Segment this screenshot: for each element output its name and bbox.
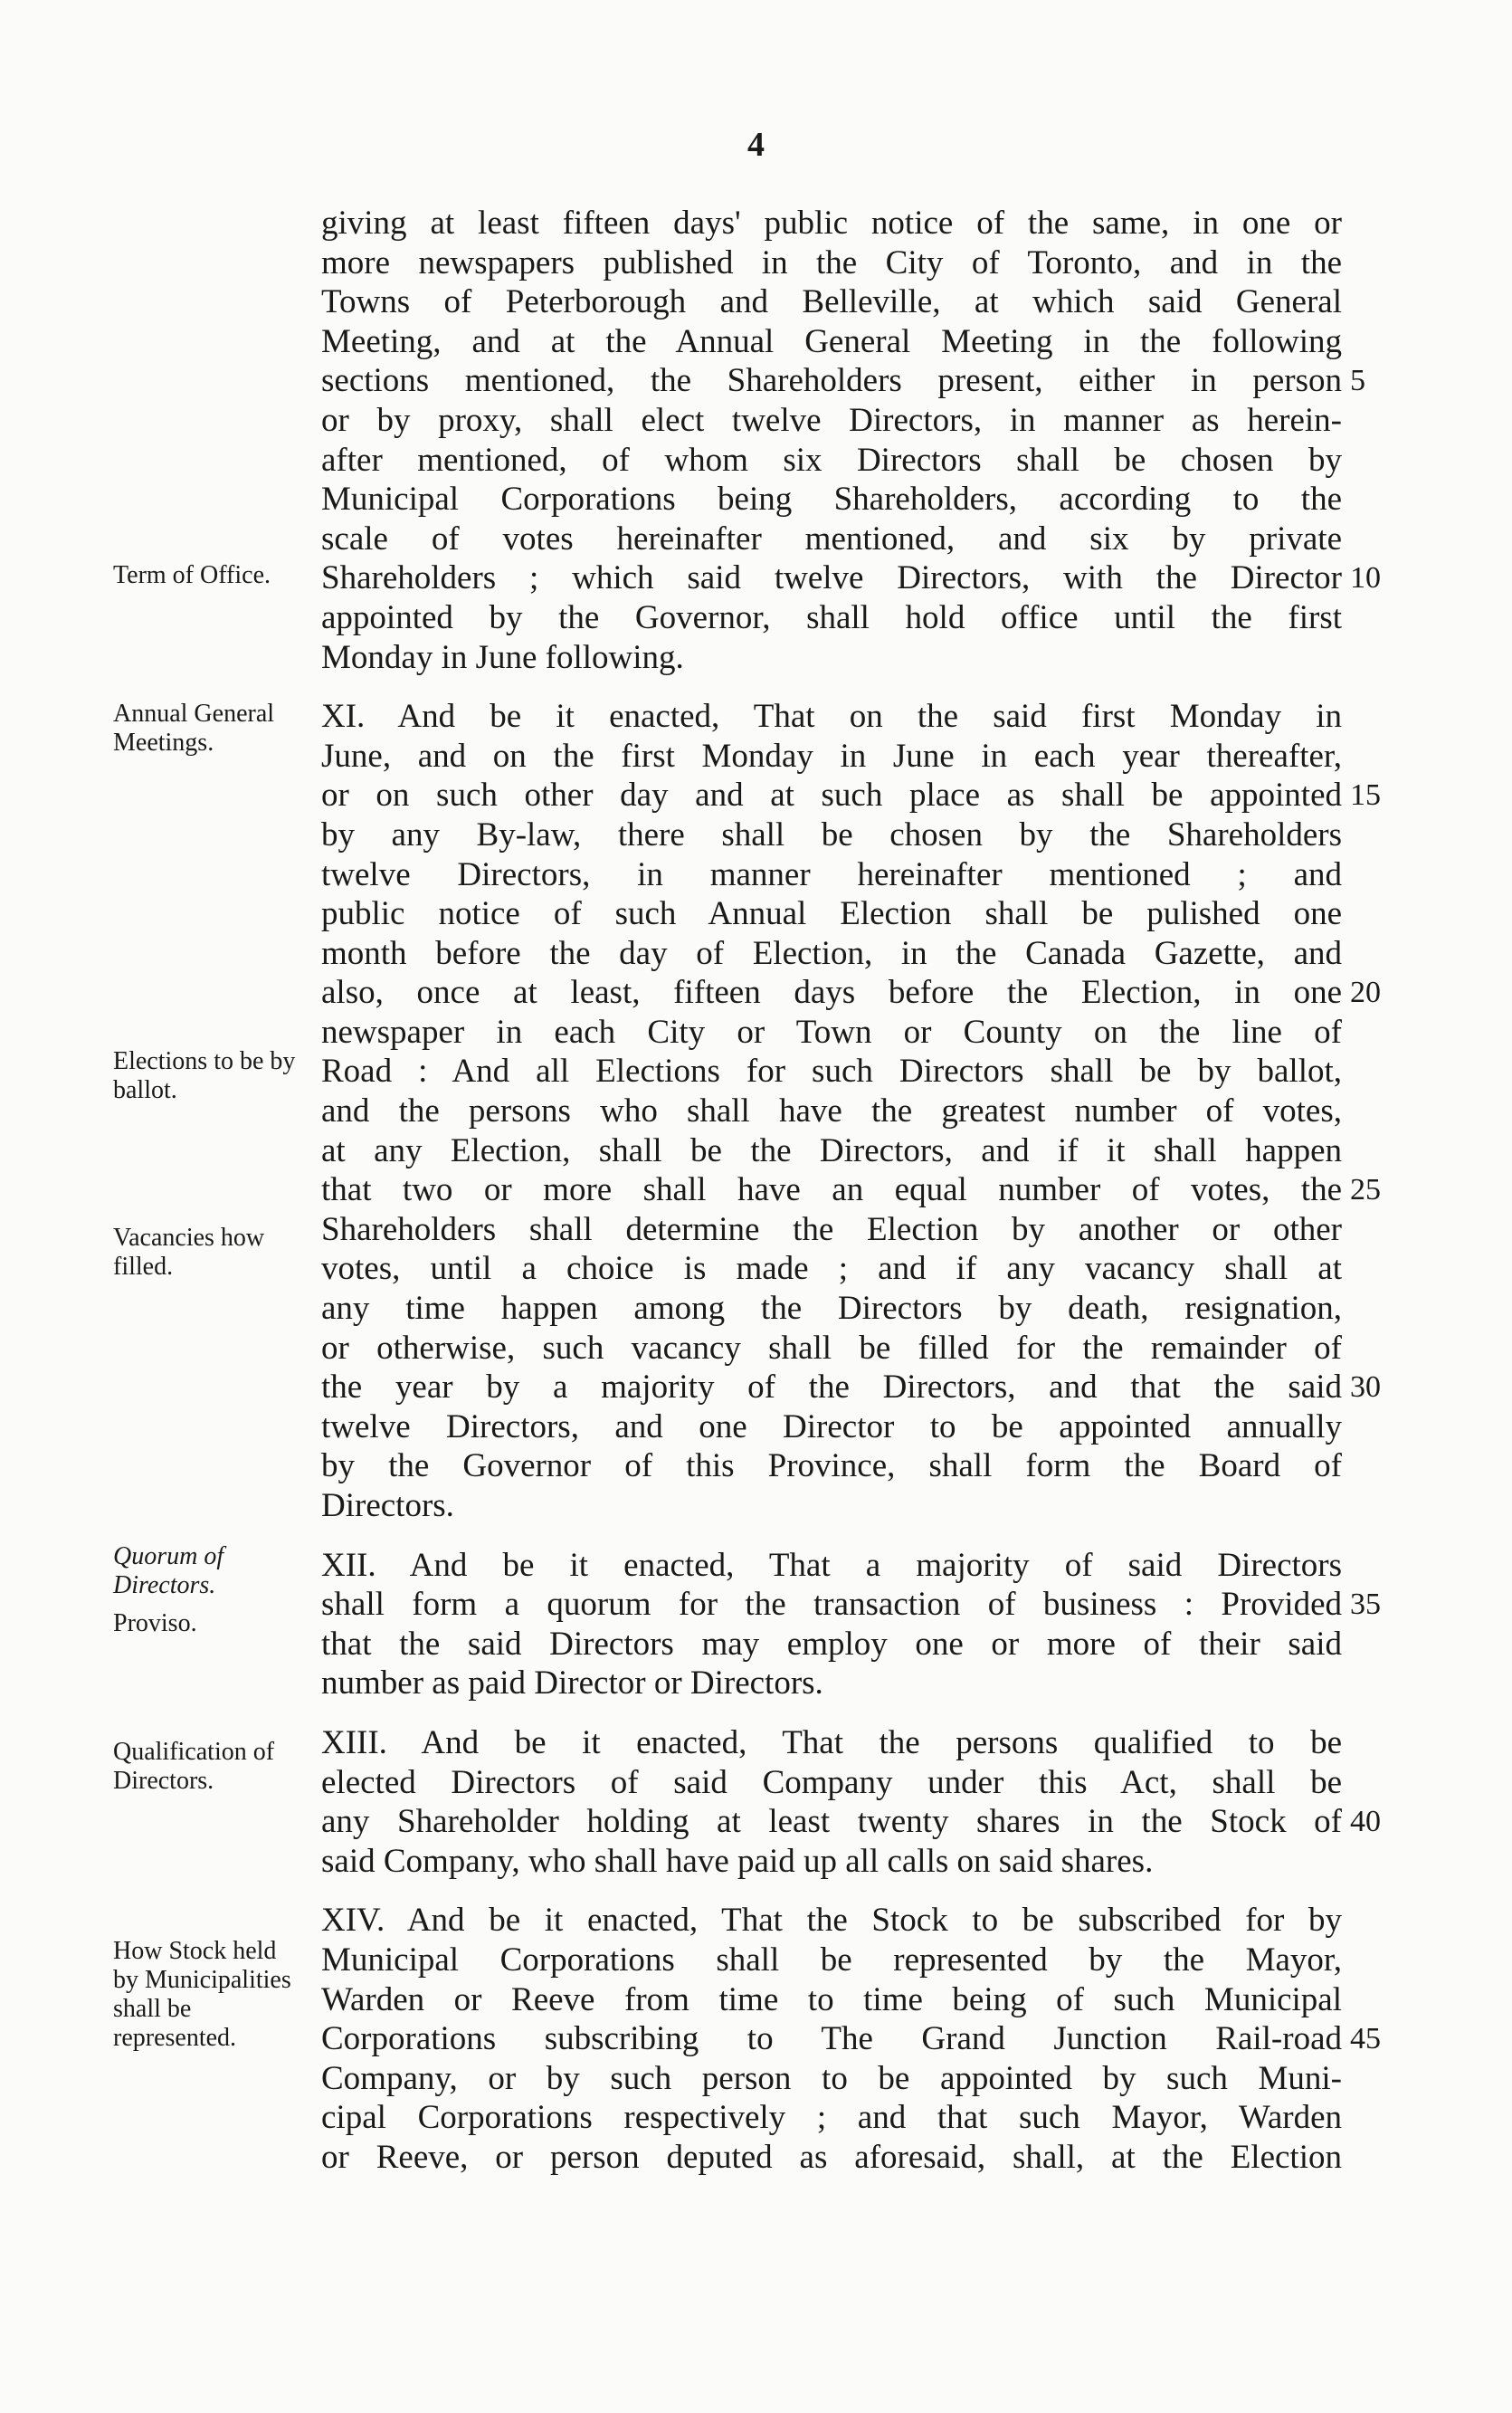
text-line: Shareholders shall determine the Election by another or other [321,1210,1342,1248]
text-line: any Shareholder holding at least twenty shares in the Stock of [321,1803,1342,1841]
text-line: votes, until a choice is made ; and if any vacancy shall at [321,1250,1342,1288]
text-line: or on such other day and at such place as shall be appointed [321,777,1342,815]
text-line: public notice of such Annual Election shall be pulished one [321,895,1342,933]
text-line: XII. And be it enacted, That a majority of said Directors [321,1546,1342,1584]
margin-note-term-of-office: Term of Office. [113,561,271,589]
text-line: month before the day of Election, in the Canada Gazette, and [321,934,1342,972]
margin-note-qualification: Qualification of Directors. [113,1738,275,1795]
section-xiii [321,1723,1342,1881]
text-line: Towns of Peterborough and Belleville, at which said General [321,283,1342,321]
margin-note-proviso: Proviso. [113,1609,197,1637]
line-number: 30 [1350,1370,1381,1404]
body-text [321,204,1342,2178]
text-line: sections mentioned, the Shareholders present, either in person [321,362,1342,400]
text-line: or by proxy, shall elect twelve Directors, in manner as herein- [321,401,1342,439]
text-line: Company, or by such person to be appointed by such Muni- [321,2059,1342,2097]
margin-note-quorum: Quorum of Directors. [113,1542,224,1599]
line-number: 35 [1350,1588,1381,1621]
line-number: 25 [1350,1173,1381,1206]
text-line: by the Governor of this Province, shall form the Board of [321,1447,1342,1485]
text-line: Meeting, and at the Annual General Meeting in the following [321,322,1342,360]
line-number: 40 [1350,1805,1381,1838]
text-line: Monday in June following. [321,638,684,676]
text-line: said Company, who shall have paid up all calls on said shares. [321,1842,1154,1880]
margin-note-vacancies: Vacancies how filled. [113,1224,265,1281]
text-line: Directors. [321,1487,454,1524]
line-number: 45 [1350,2022,1381,2055]
text-line: Municipal Corporations shall be represented by the Mayor, [321,1941,1342,1979]
text-line: or otherwise, such vacancy shall be filled for the remainder of [321,1329,1342,1367]
line-number: 10 [1350,561,1381,595]
section-xiv [321,1901,1342,2177]
text-line: more newspapers published in the City of Toronto, and in the [321,243,1342,281]
section-x-continuation [321,204,1342,677]
text-line: that two or more shall have an equal number of votes, the [321,1171,1342,1209]
text-line: scale of votes hereinafter mentioned, and six by private [321,520,1342,558]
text-line: that the said Directors may employ one or more of their said [321,1625,1342,1663]
text-line: Municipal Corporations being Shareholders, according to the [321,481,1342,519]
page-number: 4 [747,126,765,164]
text-line: also, once at least, fifteen days before the Election, in one [321,974,1342,1012]
text-line: at any Election, shall be the Directors, and if it shall happen [321,1131,1342,1169]
text-line: Warden or Reeve from time to time being of such Municipal [321,1980,1342,2018]
margin-note-annual-general-meetings: Annual General Meetings. [113,700,275,757]
section-xii [321,1546,1342,1703]
text-line: giving at least fifteen days' public notice of the same, in one or [321,205,1342,242]
text-line: elected Directors of said Company under this Act, shall be [321,1763,1342,1801]
text-line: cipal Corporations respectively ; and that such Mayor, Warden [321,2099,1342,2137]
text-line: by any By-law, there shall be chosen by the Shareholders [321,815,1342,854]
text-line: Road : And all Elections for such Directors shall be by ballot, [321,1053,1342,1091]
line-number: 20 [1350,976,1381,1009]
line-number: 5 [1350,364,1365,397]
text-line: appointed by the Governor, shall hold office until the first [321,598,1342,636]
text-line: number as paid Director or Directors. [321,1664,823,1702]
text-line: XIV. And be it enacted, That the Stock to be subscribed for by [321,1902,1342,1940]
text-line: XIII. And be it enacted, That the persons qualified to be [321,1723,1342,1761]
text-line: twelve Directors, in manner hereinafter mentioned ; and [321,855,1342,893]
text-line: Corporations subscribing to The Grand Junction Rail-road [321,2020,1342,2058]
text-line: June, and on the first Monday in June in each year thereafter, [321,737,1342,775]
text-line: or Reeve, or person deputed as aforesaid, shall, at the Election [321,2138,1342,2176]
section-xi [321,697,1342,1525]
margin-note-elections-by-ballot: Elections to be by ballot. [113,1047,296,1104]
text-line: XI. And be it enacted, That on the said first Monday in [321,698,1342,736]
text-line: twelve Directors, and one Director to be appointed annually [321,1407,1342,1445]
text-line: Shareholders ; which said twelve Directors, with the Director [321,559,1342,597]
text-line: newspaper in each City or Town or County on the line of [321,1013,1342,1051]
margin-note-stock-representation: How Stock held by Municipalities shall be represented. [113,1937,291,2052]
text-line: any time happen among the Directors by death, resignation, [321,1290,1342,1328]
line-number: 15 [1350,778,1381,812]
text-line: shall form a quorum for the transaction of business : Provided [321,1586,1342,1624]
text-line: after mentioned, of whom six Directors shall be chosen by [321,441,1342,479]
text-line: and the persons who shall have the greatest number of votes, [321,1092,1342,1130]
text-line: the year by a majority of the Directors, and that the said [321,1369,1342,1407]
